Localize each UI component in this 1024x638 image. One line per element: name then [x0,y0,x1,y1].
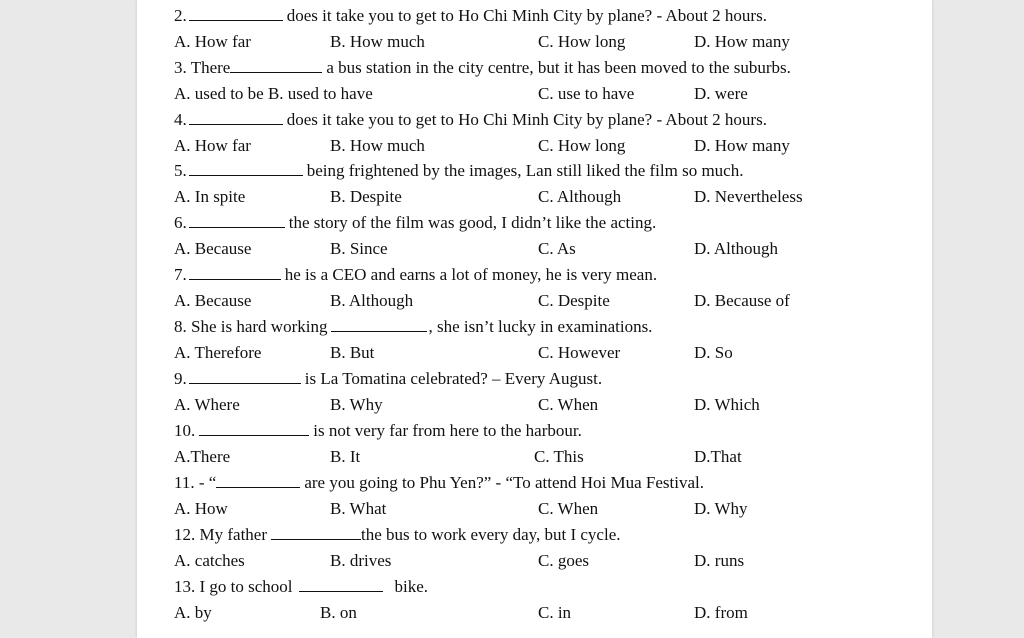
option-a: A. How far [174,136,251,155]
question-number: 9. [174,369,187,388]
option-a: A. Therefore [174,343,262,362]
question-3 [174,55,791,81]
question-4 [174,107,767,133]
option-b: B. on [320,603,357,622]
question-number: 6. [174,213,187,232]
option-b: B. Despite [330,187,402,206]
question-9 [174,366,602,392]
option-a: A. Because [174,291,252,310]
option-b: B. What [330,499,387,518]
question-8 [174,314,652,340]
answer-blank [189,210,285,228]
option-d: D.That [694,447,742,466]
question-text: is La Tomatina celebrated? – Every August. [304,369,603,388]
option-d: D. from [694,603,748,622]
question-7 [174,262,657,288]
option-c: C. Although [538,187,622,206]
option-c: C. As [538,239,576,258]
answer-blank [331,314,427,332]
answer-blank [189,262,281,280]
option-c: C. How long [538,32,626,51]
option-c: C. This [534,447,584,466]
answer-blank [189,158,303,176]
question-number: 7. [174,265,187,284]
option-a: A. In spite [174,187,246,206]
answer-blank [216,470,300,488]
question-text: being frightened by the images, Lan still liked the film so much. [306,161,744,180]
answer-blank [271,522,361,540]
option-a: A. How [174,499,228,518]
option-c: C. Despite [538,291,610,310]
question-number: 12. My father [174,525,268,544]
option-a: A. Because [174,239,252,258]
question-number: 13. I go to school [174,577,293,596]
answer-blank [189,366,301,384]
option-a: A. Where [174,395,240,414]
question-number: 3. There [174,58,231,77]
option-c: C. However [538,343,621,362]
question-text: does it take you to get to Ho Chi Minh City by plane? - About 2 hours. [286,6,767,25]
option-a: A. used to be B. used to have [174,84,373,103]
option-b: B. drives [330,551,392,570]
question-text: are you going to Phu Yen?” - “To attend Hoi Mua Festival. [304,473,704,492]
question-text: the bus to work every day, but I cycle. [361,525,621,544]
option-b: B. How much [330,32,425,51]
question-12 [174,522,621,548]
option-d: D. were [694,84,748,103]
question-10 [174,418,582,444]
option-d: D. So [694,343,733,362]
question-number: 11. - “ [174,473,217,492]
answer-blank [299,574,383,592]
option-c: C. goes [538,551,589,570]
question-number: 5. [174,161,187,180]
question-text: he is a CEO and earns a lot of money, he is very mean. [284,265,658,284]
answer-blank [189,3,283,21]
option-d: D. Which [694,395,760,414]
question-number: 2. [174,6,187,25]
option-d: D. runs [694,551,745,570]
question-text: the story of the film was good, I didn’t like the acting. [288,213,657,232]
question-number: 4. [174,110,187,129]
option-b: B. Since [330,239,388,258]
option-b: B. But [330,343,375,362]
question-text: is not very far from here to the harbour. [313,421,582,440]
answer-blank [189,107,283,125]
option-a: A. catches [174,551,245,570]
question-number: 8. She is hard working [174,317,328,336]
option-b: B. How much [330,136,425,155]
question-11 [174,470,704,496]
option-b: B. Why [330,395,383,414]
question-text: , she isn’t lucky in examinations. [428,317,653,336]
option-d: D. How many [694,32,790,51]
option-a: A.There [174,447,231,466]
question-number: 10. [174,421,196,440]
option-b: B. Although [330,291,414,310]
option-c: C. in [538,603,572,622]
option-d: D. Although [694,239,779,258]
question-2 [174,3,767,29]
option-d: D. How many [694,136,790,155]
question-13 [174,574,428,600]
question-text: does it take you to get to Ho Chi Minh City by plane? - About 2 hours. [286,110,767,129]
question-6 [174,210,656,236]
question-5 [174,158,743,184]
answer-blank [199,418,309,436]
option-d: D. Why [694,499,748,518]
option-c: C. use to have [538,84,635,103]
option-a: A. How far [174,32,251,51]
option-b: B. It [330,447,361,466]
option-d: D. Because of [694,291,790,310]
question-text: a bus station in the city centre, but it has been moved to the suburbs. [326,58,791,77]
option-a: A. by [174,603,212,622]
option-c: C. When [538,395,599,414]
option-c: C. How long [538,136,626,155]
option-c: C. When [538,499,599,518]
question-text: bike. [394,577,429,596]
answer-blank [230,55,322,73]
option-d: D. Nevertheless [694,187,803,206]
